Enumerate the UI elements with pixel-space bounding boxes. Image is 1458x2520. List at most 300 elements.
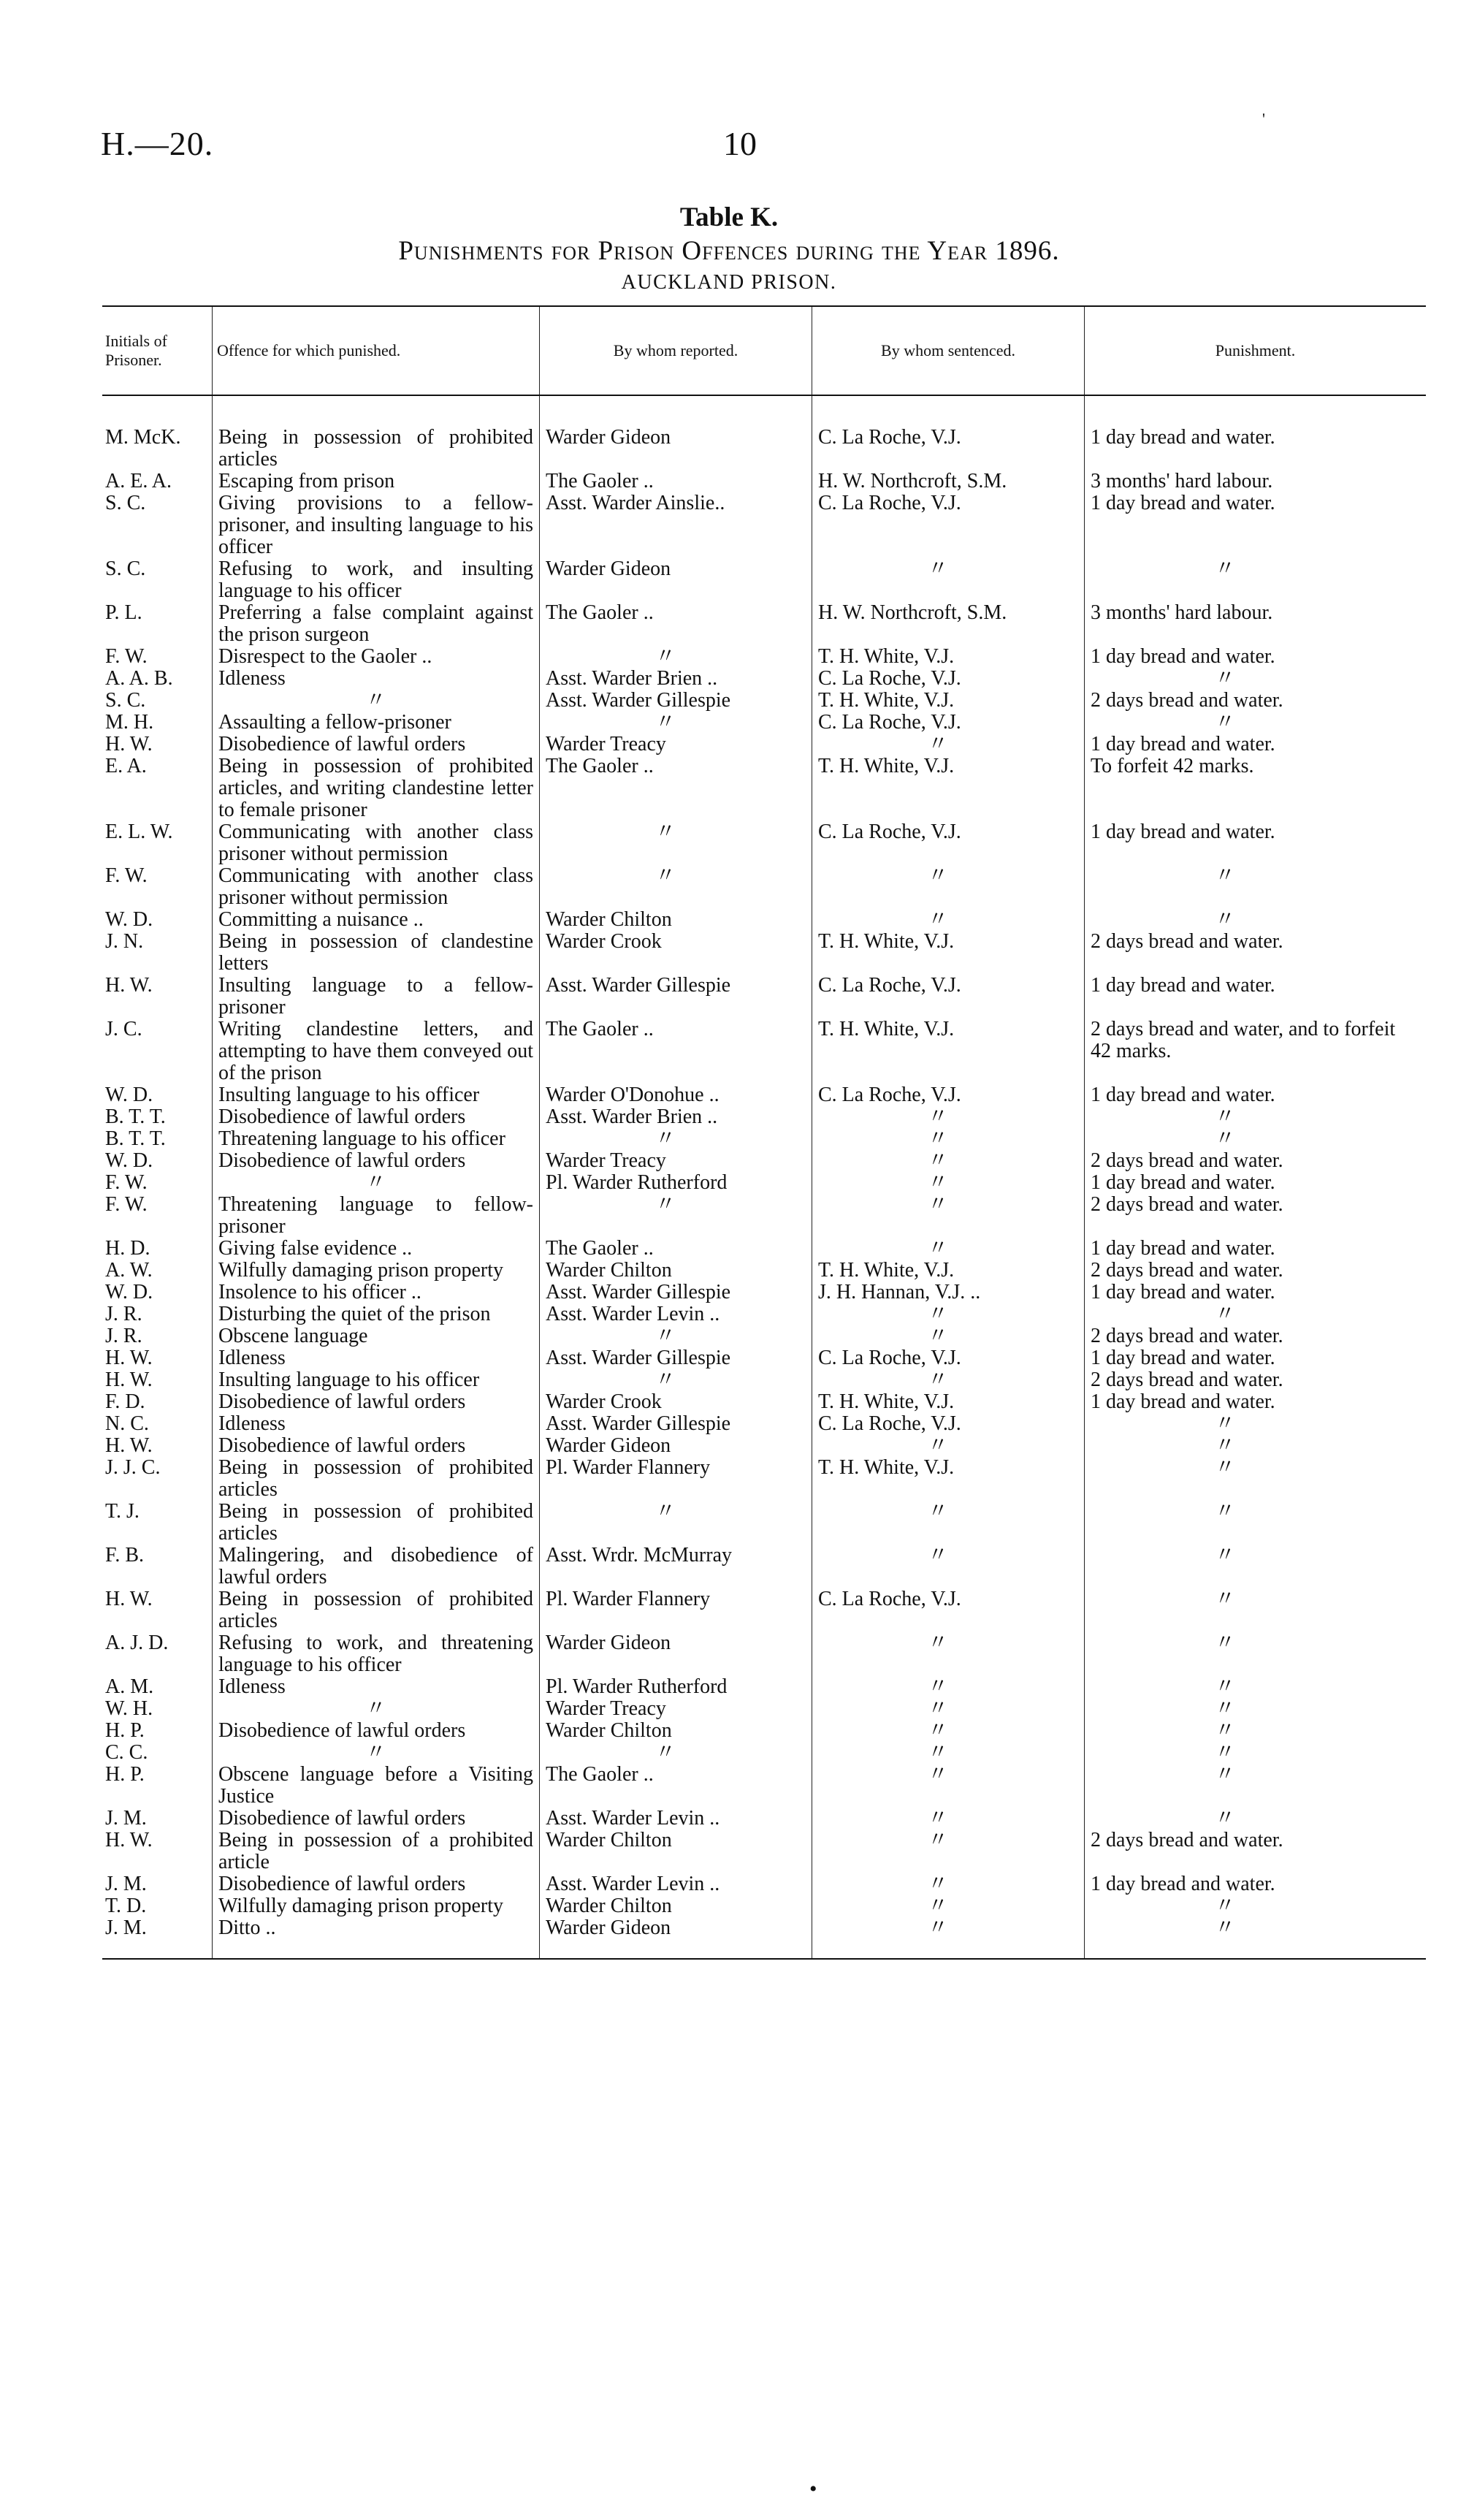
cell-offence-text: Being in possession of prohibited articles: [218, 1501, 533, 1545]
ditto-mark: 〃: [365, 1698, 386, 1720]
cell-punishment: [1085, 1325, 1427, 1347]
cell-punishment-text: 1 day bread and water.: [1091, 821, 1275, 843]
cell-reported-by: [540, 1895, 812, 1917]
cell-punishment: [1085, 1873, 1427, 1895]
cell-offence-text: Disobedience of lawful orders: [218, 1150, 466, 1172]
cell-punishment: [1085, 646, 1427, 668]
cell-offence-text: Idleness: [218, 1413, 286, 1435]
cell-offence: [213, 1369, 540, 1391]
cell-sentenced-by: [812, 821, 1085, 865]
cell-sentenced-by: [812, 1698, 1085, 1720]
cell-reported-by-text: Warder Treacy: [546, 734, 666, 755]
cell-initials: [102, 1632, 213, 1676]
cell-reported-by: [540, 1676, 812, 1698]
prison-name: AUCKLAND PRISON.: [621, 271, 837, 294]
cell-punishment: [1085, 668, 1427, 690]
cell-punishment-text: 1 day bread and water.: [1091, 734, 1275, 755]
cell-punishment: [1085, 1303, 1427, 1325]
table-row: [102, 1457, 1426, 1501]
cell-offence: [213, 1172, 540, 1194]
table-row: [102, 821, 1426, 865]
cell-offence: [213, 1501, 540, 1545]
table-row: [102, 734, 1426, 755]
table-body: [102, 395, 1426, 1959]
table-row: [102, 492, 1426, 558]
cell-initials-text: J. M.: [105, 1808, 147, 1830]
table-row: [102, 558, 1426, 602]
cell-initials: [102, 1238, 213, 1260]
ditto-mark: 〃: [928, 909, 949, 931]
cell-punishment-text: 1 day bread and water.: [1091, 1873, 1275, 1895]
cell-sentenced-by: [812, 646, 1085, 668]
ditto-mark: 〃: [928, 1435, 949, 1457]
ditto-mark: 〃: [928, 1917, 949, 1939]
cell-offence: [213, 1084, 540, 1106]
cell-punishment: [1085, 1720, 1427, 1742]
cell-reported-by: [540, 1106, 812, 1128]
cell-punishment-text: 1 day bread and water.: [1091, 426, 1275, 449]
ditto-mark: 〃: [1215, 1895, 1236, 1917]
cell-initials: [102, 1830, 213, 1873]
cell-sentenced-by: [812, 1917, 1085, 1959]
stray-mark: ': [1262, 110, 1265, 128]
cell-sentenced-by-text: C. La Roche, V.J.: [818, 821, 961, 843]
cell-reported-by: [540, 1457, 812, 1501]
cell-initials: [102, 471, 213, 492]
cell-offence-text: Disobedience of lawful orders: [218, 1808, 466, 1830]
ditto-mark: 〃: [1215, 1128, 1236, 1150]
cell-punishment: [1085, 1501, 1427, 1545]
cell-punishment: [1085, 1172, 1427, 1194]
ditto-mark: 〃: [1215, 1917, 1236, 1939]
table-row: [102, 1895, 1426, 1917]
cell-reported-by: [540, 1830, 812, 1873]
table-row: [102, 471, 1426, 492]
ditto-mark: 〃: [365, 690, 386, 712]
cell-reported-by: [540, 1698, 812, 1720]
cell-reported-by: [540, 1019, 812, 1084]
cell-offence-text: Insulting language to his officer: [218, 1369, 480, 1391]
cell-initials-text: N. C.: [105, 1413, 149, 1435]
cell-sentenced-by: [812, 1282, 1085, 1303]
cell-punishment: [1085, 1369, 1427, 1391]
table-header-row: [102, 306, 1426, 395]
cell-reported-by: [540, 646, 812, 668]
cell-punishment-text: 1 day bread and water.: [1091, 1172, 1275, 1194]
ditto-mark: 〃: [928, 1808, 949, 1830]
cell-punishment: [1085, 755, 1427, 821]
cell-sentenced-by: [812, 1720, 1085, 1742]
ditto-mark: 〃: [1215, 1632, 1236, 1654]
cell-sentenced-by: [812, 1128, 1085, 1150]
cell-reported-by: [540, 471, 812, 492]
cell-offence-text: Communicating with another class prisoner without permission: [218, 865, 533, 909]
cell-initials-text: H. P.: [105, 1764, 145, 1786]
cell-initials-text: J. C.: [105, 1019, 142, 1040]
table-row: [102, 712, 1426, 734]
cell-reported-by: [540, 1873, 812, 1895]
cell-initials-text: A. J. D.: [105, 1632, 169, 1654]
cell-initials-text: M. McK.: [105, 426, 181, 449]
ditto-mark: 〃: [1215, 558, 1236, 580]
cell-offence-text: Giving provisions to a fellow-prisoner, and insulting language to his officer: [218, 492, 533, 558]
table-row: [102, 1282, 1426, 1303]
cell-punishment: [1085, 821, 1427, 865]
cell-reported-by-text: The Gaoler ..: [546, 1019, 654, 1040]
ditto-mark: 〃: [928, 865, 949, 887]
cell-initials: [102, 1391, 213, 1413]
cell-initials: [102, 1545, 213, 1588]
table-row: [102, 865, 1426, 909]
cell-sentenced-by-text: T. H. White, V.J.: [818, 755, 955, 777]
cell-sentenced-by: [812, 1676, 1085, 1698]
cell-reported-by: [540, 1917, 812, 1959]
cell-reported-by: [540, 1282, 812, 1303]
cell-punishment-text: 2 days bread and water.: [1091, 1325, 1283, 1347]
cell-offence: [213, 1764, 540, 1808]
ditto-mark: 〃: [928, 1194, 949, 1216]
ditto-mark: 〃: [655, 1501, 676, 1523]
cell-initials: [102, 1808, 213, 1830]
cell-offence: [213, 1545, 540, 1588]
cell-sentenced-by-text: T. H. White, V.J.: [818, 690, 955, 712]
cell-initials: [102, 1084, 213, 1106]
ditto-mark: 〃: [1215, 865, 1236, 887]
ditto-mark: 〃: [1215, 1676, 1236, 1698]
table-row: [102, 1545, 1426, 1588]
punishments-table: [102, 305, 1426, 1960]
cell-reported-by: [540, 1084, 812, 1106]
cell-offence: [213, 931, 540, 975]
cell-initials: [102, 1325, 213, 1347]
cell-punishment: [1085, 712, 1427, 734]
cell-punishment: [1085, 1260, 1427, 1282]
cell-initials: [102, 1895, 213, 1917]
cell-reported-by-text: Warder Chilton: [546, 1895, 672, 1917]
cell-initials: [102, 646, 213, 668]
cell-offence: [213, 734, 540, 755]
cell-sentenced-by-text: C. La Roche, V.J.: [818, 426, 961, 449]
cell-punishment-text: 3 months' hard labour.: [1091, 602, 1273, 624]
ditto-mark: 〃: [655, 821, 676, 843]
cell-reported-by-text: Asst. Warder Brien ..: [546, 1106, 718, 1128]
cell-sentenced-by: [812, 1435, 1085, 1457]
cell-offence: [213, 1435, 540, 1457]
ditto-mark: 〃: [928, 1830, 949, 1851]
cell-initials: [102, 1282, 213, 1303]
table-row: [102, 1698, 1426, 1720]
cell-sentenced-by: [812, 734, 1085, 755]
cell-sentenced-by: [812, 931, 1085, 975]
cell-offence-text: Disrespect to the Gaoler ..: [218, 646, 432, 668]
cell-offence: [213, 975, 540, 1019]
cell-reported-by: [540, 865, 812, 909]
cell-offence: [213, 690, 540, 712]
cell-initials-text: F. W.: [105, 1172, 148, 1194]
cell-offence: [213, 1238, 540, 1260]
cell-reported-by-text: Asst. Warder Levin ..: [546, 1808, 720, 1830]
cell-sentenced-by: [812, 1457, 1085, 1501]
table-row: [102, 1632, 1426, 1676]
table-row: [102, 646, 1426, 668]
cell-initials-text: H. W.: [105, 1435, 153, 1457]
cell-punishment: [1085, 1917, 1427, 1959]
cell-sentenced-by: [812, 1742, 1085, 1764]
cell-initials: [102, 734, 213, 755]
cell-punishment: [1085, 1457, 1427, 1501]
cell-reported-by-text: Asst. Warder Ainslie..: [546, 492, 725, 514]
cell-punishment: [1085, 1632, 1427, 1676]
cell-initials: [102, 865, 213, 909]
cell-offence: [213, 1917, 540, 1959]
cell-reported-by-text: Warder Chilton: [546, 1260, 672, 1282]
cell-initials: [102, 821, 213, 865]
cell-initials-text: B. T. T.: [105, 1128, 166, 1150]
cell-offence-text: Refusing to work, and insulting language to his officer: [218, 558, 533, 602]
cell-punishment-text: 2 days bread and water, and to forfeit 42 marks.: [1091, 1019, 1396, 1062]
page-number: 10: [723, 125, 757, 162]
ditto-mark: 〃: [1215, 1698, 1236, 1720]
cell-reported-by: [540, 1764, 812, 1808]
cell-offence-text: Insulting language to his officer: [218, 1084, 480, 1106]
cell-sentenced-by-text: H. W. Northcroft, S.M.: [818, 602, 1007, 624]
cell-sentenced-by: [812, 1347, 1085, 1369]
cell-sentenced-by: [812, 1260, 1085, 1282]
cell-offence-text: Insulting language to a fellow-prisoner: [218, 975, 533, 1019]
cell-reported-by: [540, 931, 812, 975]
ditto-mark: 〃: [928, 1698, 949, 1720]
cell-initials: [102, 1917, 213, 1959]
cell-reported-by-text: The Gaoler ..: [546, 471, 654, 492]
cell-initials-text: S. C.: [105, 492, 146, 514]
cell-sentenced-by: [812, 1084, 1085, 1106]
cell-initials-text: J. N.: [105, 931, 144, 953]
cell-initials: [102, 1150, 213, 1172]
cell-reported-by-text: Warder Chilton: [546, 909, 672, 931]
cell-reported-by: [540, 1150, 812, 1172]
table-title: Table K.: [679, 202, 779, 232]
ditto-mark: 〃: [1215, 1808, 1236, 1830]
cell-punishment: [1085, 471, 1427, 492]
ditto-mark: 〃: [928, 1895, 949, 1917]
cell-punishment: [1085, 1150, 1427, 1172]
cell-sentenced-by: [812, 1501, 1085, 1545]
cell-sentenced-by: [812, 975, 1085, 1019]
cell-sentenced-by-text: J. H. Hannan, V.J. ..: [818, 1282, 981, 1303]
table-row: [102, 931, 1426, 975]
cell-sentenced-by-text: T. H. White, V.J.: [818, 1391, 955, 1413]
cell-punishment: [1085, 865, 1427, 909]
cell-initials-text: H. W.: [105, 734, 153, 755]
cell-sentenced-by: [812, 1413, 1085, 1435]
cell-initials: [102, 668, 213, 690]
ditto-mark: 〃: [655, 865, 676, 887]
cell-reported-by: [540, 558, 812, 602]
table-row: [102, 1873, 1426, 1895]
cell-initials-text: H. W.: [105, 975, 153, 997]
ditto-mark: 〃: [928, 1676, 949, 1698]
cell-sentenced-by-text: C. La Roche, V.J.: [818, 492, 961, 514]
table-row: [102, 1435, 1426, 1457]
ditto-mark: 〃: [928, 1720, 949, 1742]
cell-offence-text: Threatening language to fellow-prisoner: [218, 1194, 533, 1238]
cell-offence-text: Disobedience of lawful orders: [218, 1435, 466, 1457]
cell-initials-text: S. C.: [105, 558, 146, 580]
ditto-mark: 〃: [928, 1369, 949, 1391]
cell-punishment: [1085, 1106, 1427, 1128]
cell-reported-by: [540, 975, 812, 1019]
cell-offence-text: Idleness: [218, 1347, 286, 1369]
table-row: [102, 668, 1426, 690]
cell-initials-text: J. M.: [105, 1873, 147, 1895]
cell-initials-text: H. W.: [105, 1369, 153, 1391]
cell-initials: [102, 712, 213, 734]
cell-initials: [102, 1303, 213, 1325]
cell-offence-text: Wilfully damaging prison property: [218, 1895, 504, 1917]
cell-sentenced-by: [812, 1303, 1085, 1325]
cell-sentenced-by: [812, 1895, 1085, 1917]
cell-reported-by: [540, 1413, 812, 1435]
cell-reported-by: [540, 1742, 812, 1764]
cell-offence: [213, 1720, 540, 1742]
cell-initials-text: T. J.: [105, 1501, 140, 1523]
cell-initials: [102, 1194, 213, 1238]
column-header-initials: Initials of Prisoner.: [102, 306, 213, 395]
table-row: [102, 1808, 1426, 1830]
cell-punishment-text: 2 days bread and water.: [1091, 1194, 1283, 1216]
cell-initials: [102, 1457, 213, 1501]
column-header-offence: Offence for which punished.: [213, 306, 540, 395]
ditto-mark: 〃: [928, 1172, 949, 1194]
cell-initials-text: E. L. W.: [105, 821, 173, 843]
cell-sentenced-by-text: T. H. White, V.J.: [818, 1019, 955, 1040]
cell-punishment-text: 1 day bread and water.: [1091, 975, 1275, 997]
table-row: [102, 1172, 1426, 1194]
table-row: [102, 1369, 1426, 1391]
cell-reported-by-text: Warder Gideon: [546, 426, 671, 449]
cell-punishment-text: 2 days bread and water.: [1091, 1830, 1283, 1851]
table-row: [102, 1303, 1426, 1325]
cell-initials-text: W. D.: [105, 1282, 153, 1303]
cell-offence: [213, 1260, 540, 1282]
cell-offence: [213, 909, 540, 931]
cell-offence: [213, 668, 540, 690]
table-row: [102, 755, 1426, 821]
cell-offence-text: Preferring a false complaint against the prison surgeon: [218, 602, 533, 646]
cell-sentenced-by-text: C. La Roche, V.J.: [818, 1413, 961, 1435]
cell-initials: [102, 395, 213, 471]
cell-sentenced-by-text: H. W. Northcroft, S.M.: [818, 471, 1007, 492]
cell-punishment-text: 2 days bread and water.: [1091, 1150, 1283, 1172]
ditto-mark: 〃: [365, 1172, 386, 1194]
cell-sentenced-by: [812, 712, 1085, 734]
cell-offence: [213, 1457, 540, 1501]
cell-reported-by-text: Pl. Warder Rutherford: [546, 1172, 728, 1194]
cell-initials-text: F. W.: [105, 865, 148, 887]
cell-punishment: [1085, 395, 1427, 471]
column-header-punishment: Punishment.: [1085, 306, 1427, 395]
table-row: [102, 1019, 1426, 1084]
cell-initials: [102, 1588, 213, 1632]
cell-punishment-text: 2 days bread and water.: [1091, 1369, 1283, 1391]
cell-offence-text: Being in possession of a prohibited article: [218, 1830, 533, 1873]
cell-reported-by-text: Asst. Warder Levin ..: [546, 1873, 720, 1895]
cell-offence-text: Disobedience of lawful orders: [218, 1391, 466, 1413]
cell-reported-by: [540, 1303, 812, 1325]
cell-sentenced-by-text: C. La Roche, V.J.: [818, 975, 961, 997]
cell-sentenced-by: [812, 1545, 1085, 1588]
cell-sentenced-by-text: T. H. White, V.J.: [818, 931, 955, 953]
cell-sentenced-by-text: T. H. White, V.J.: [818, 646, 955, 668]
cell-offence-text: Disobedience of lawful orders: [218, 1106, 466, 1128]
cell-offence: [213, 1742, 540, 1764]
cell-punishment: [1085, 1545, 1427, 1588]
cell-reported-by: [540, 712, 812, 734]
cell-sentenced-by-text: C. La Roche, V.J.: [818, 1084, 961, 1106]
cell-initials-text: W. D.: [105, 909, 153, 931]
table-row: [102, 1764, 1426, 1808]
cell-sentenced-by: [812, 1238, 1085, 1260]
cell-sentenced-by: [812, 1764, 1085, 1808]
cell-initials-text: J. R.: [105, 1303, 142, 1325]
ditto-mark: 〃: [928, 734, 949, 755]
cell-initials-text: T. D.: [105, 1895, 147, 1917]
cell-initials-text: H. W.: [105, 1830, 153, 1851]
cell-offence-text: Ditto ..: [218, 1917, 276, 1939]
ditto-mark: 〃: [1215, 1303, 1236, 1325]
cell-offence: [213, 1632, 540, 1676]
cell-reported-by-text: Asst. Warder Gillespie: [546, 1413, 731, 1435]
ditto-mark: 〃: [928, 1873, 949, 1895]
cell-punishment: [1085, 734, 1427, 755]
cell-sentenced-by: [812, 1194, 1085, 1238]
cell-punishment: [1085, 1742, 1427, 1764]
cell-offence-text: Being in possession of clandestine letters: [218, 931, 533, 975]
cell-sentenced-by: [812, 1150, 1085, 1172]
ditto-mark: 〃: [928, 1238, 949, 1260]
cell-offence-text: Being in possession of prohibited articles, and writing clandestine letter to female prisoner: [218, 755, 533, 821]
cell-reported-by-text: Pl. Warder Flannery: [546, 1588, 711, 1610]
cell-punishment: [1085, 1282, 1427, 1303]
cell-initials: [102, 1128, 213, 1150]
cell-offence-text: Communicating with another class prisoner without permission: [218, 821, 533, 865]
cell-initials-text: F. W.: [105, 1194, 148, 1216]
ditto-mark: 〃: [655, 1325, 676, 1347]
cell-initials: [102, 931, 213, 975]
cell-offence-text: Malingering, and disobedience of lawful orders: [218, 1545, 533, 1588]
cell-reported-by-text: Warder Chilton: [546, 1830, 672, 1851]
cell-reported-by: [540, 690, 812, 712]
cell-punishment: [1085, 1895, 1427, 1917]
cell-initials: [102, 1172, 213, 1194]
cell-reported-by-text: Warder Gideon: [546, 1917, 671, 1939]
cell-offence-text: Being in possession of prohibited articles: [218, 1457, 533, 1501]
cell-sentenced-by-text: C. La Roche, V.J.: [818, 712, 961, 734]
ditto-mark: 〃: [928, 1632, 949, 1654]
cell-punishment-text: To forfeit 42 marks.: [1091, 755, 1254, 777]
cell-offence-text: Disobedience of lawful orders: [218, 1720, 466, 1742]
cell-reported-by: [540, 734, 812, 755]
column-header-sentenced: By whom sentenced.: [812, 306, 1085, 395]
cell-punishment-text: 1 day bread and water.: [1091, 1347, 1275, 1369]
cell-reported-by: [540, 1720, 812, 1742]
cell-initials: [102, 1720, 213, 1742]
cell-initials: [102, 1764, 213, 1808]
footer-dot: •: [809, 2477, 817, 2501]
cell-punishment: [1085, 909, 1427, 931]
ditto-mark: 〃: [1215, 1435, 1236, 1457]
cell-offence: [213, 395, 540, 471]
